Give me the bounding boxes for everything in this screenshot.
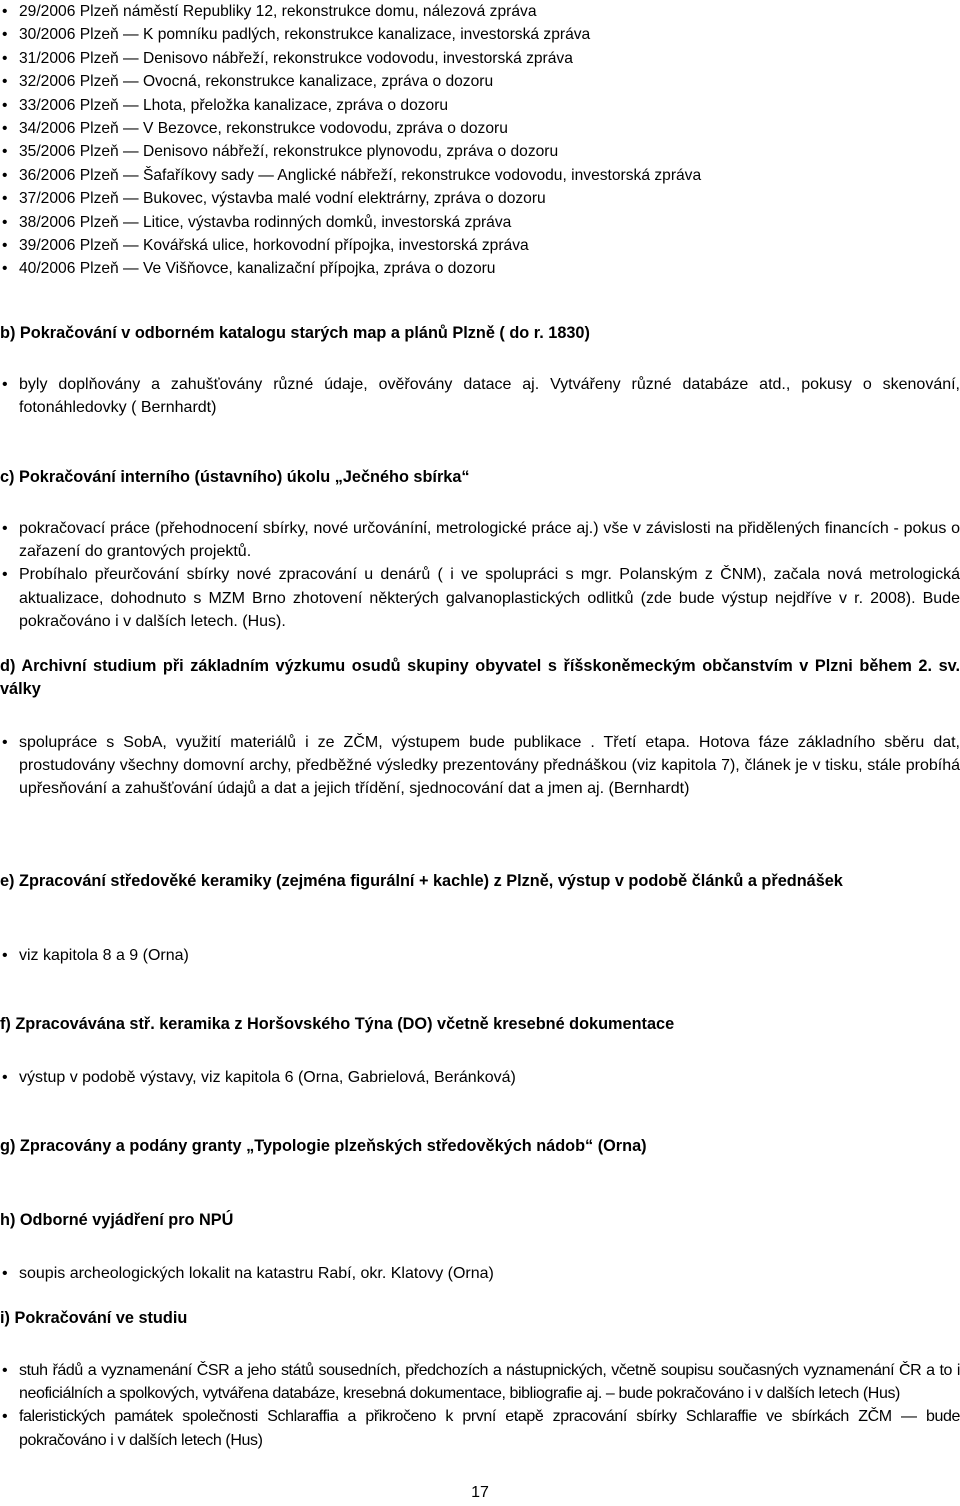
list-item: • výstup v podobě výstavy, viz kapitola 6 (Orna, Gabrielová, Beránková) [0, 1066, 960, 1089]
bullet-icon: • [2, 237, 8, 255]
bullet-icon: • [2, 49, 8, 67]
list-item: • Probíhalo přeurčování sbírky nové zpracování u denárů ( i ve spolupráci s mgr. Polanským z ČNM), začala nová metrologická aktualizace, dohodnuto s MZM Brno zhotovení některých galvanoplastických odlitků (zde bude výstup nejdříve v r. 2008). Bude pokračováno i v dalších letech. (Hus). [0, 563, 960, 633]
list-item: • 37/2006 Plzeň — Bukovec, výstavba malé vodní elektrárny, zpráva o dozoru [0, 187, 960, 210]
list-item: • stuh řádů a vyznamenání ČSR a jeho států sousedních, předchozích a nástupnických, včetně soupisu současných vyznamenání ČR a to i neoficiálních a spolkových, vytvářena databáze, kresebná dokumentace, bibliografie aj. – bude pokračováno i v dalších letech (Hus) [0, 1359, 960, 1405]
section-h-list-block [0, 1262, 960, 1285]
section-i-list [0, 1359, 960, 1452]
section-heading: g) Zpracovány a podány granty „Typologie plzeňských středověkých nádob“ (Orna) [0, 1137, 647, 1155]
bullet-icon: • [2, 947, 8, 964]
bullet-icon: • [2, 1362, 8, 1379]
bullet-icon: • [2, 260, 8, 278]
list-item: • 36/2006 Plzeň — Šafaříkovy sady — Anglické nábřeží, rekonstrukce vodovodu, investorská zpráva [0, 164, 960, 187]
section-g [0, 1135, 960, 1158]
list-item: • 31/2006 Plzeň — Denisovo nábřeží, rekonstrukce vodovodu, investorská zpráva [0, 47, 960, 70]
section-d-list [0, 731, 960, 801]
list-item: • 39/2006 Plzeň — Kovářská ulice, horkovodní přípojka, investorská zpráva [0, 234, 960, 257]
bullet-icon: • [2, 143, 8, 161]
bullet-icon: • [2, 1265, 8, 1282]
bullet-icon: • [2, 376, 8, 393]
section-heading: e) Zpracování středověké keramiky (zejména figurální + kachle) z Plzně, výstup v podobě článků a přednášek [0, 872, 843, 890]
section-b-list [0, 373, 960, 419]
bullet-icon: • [2, 1408, 8, 1426]
bullet-icon: • [2, 3, 8, 20]
bullet-icon: • [2, 213, 8, 231]
section-heading: f) Zpracovávána stř. keramika z Horšovského Týna (DO) včetně kresebné dokumentace [0, 1015, 675, 1033]
section-d [0, 655, 960, 700]
list-item: • soupis archeologických lokalit na katastru Rabí, okr. Klatovy (Orna) [0, 1262, 960, 1285]
section-f [0, 1013, 960, 1036]
bullet-icon: • [2, 73, 8, 91]
section-f-list [0, 1066, 960, 1089]
bullet-icon: • [2, 26, 8, 44]
section-c [0, 466, 960, 489]
section-heading: b) Pokračování v odborném katalogu starých map a plánů Plzně ( do r. 1830) [0, 324, 590, 342]
list-item: • faleristických památek společnosti Schlaraffia a přikročeno k první etapě zpracování sbírky Schlaraffie ve sbírkách ZČM — bude pokračováno i v dalších letech (Hus) [0, 1405, 960, 1451]
section-heading: i) Pokračování ve studiu [0, 1309, 188, 1327]
bullet-icon: • [2, 120, 8, 138]
list-item: • pokračovací práce (přehodnocení sbírky, nové určovánínί, metrologické práce aj.) vše v závislosti na přidělených financích - pokus o zařazení do grantových projektů. [0, 517, 960, 563]
list-item: • 34/2006 Plzeň — V Bezovce, rekonstrukce vodovodu, zpráva o dozoru [0, 117, 960, 140]
list-item: • viz kapitola 8 a 9 (Orna) [0, 944, 960, 967]
section-i [0, 1307, 960, 1330]
section-c-list [0, 517, 960, 633]
section-heading: d) Archivní studium při základním výzkumu osudů skupiny obyvatel s říšskoněmeckým občanstvím v Plzni během 2. sv. války [0, 657, 960, 698]
section-heading: h) Odborné vyjádření pro NPÚ [0, 1211, 234, 1229]
bullet-icon: • [2, 96, 8, 114]
page-number: 17 [471, 1484, 489, 1501]
section-e-list-block [0, 944, 960, 967]
list-item: • 33/2006 Plzeň — Lhota, přeložka kanalizace, zpráva o dozoru [0, 94, 960, 117]
bullet-icon: • [2, 166, 8, 184]
bullet-icon: • [2, 1069, 8, 1086]
bullet-icon: • [2, 566, 8, 584]
list-item: • spolupráce s SobA, využití materiálů i ze ZČM, výstupem bude publikace . Třetí etapa. Hotova fáze základního sběru dat, prostudovány všechny domovní archy, předběžné výsledky prezentovány přednáškou (viz kapitola 7), článek je v tisku, stále probíhá upřesňování a zahušťování údajů a dat a jejich třídění, sjednocování dat a jmen aj. (Bernhardt) [0, 731, 960, 801]
project-list-block [0, 0, 960, 281]
section-h [0, 1209, 960, 1232]
section-e [0, 870, 960, 893]
section-b-list-block [0, 373, 960, 419]
bullet-icon: • [2, 190, 8, 208]
section-i-list-block [0, 1359, 960, 1452]
section-heading: c) Pokračování interního (ústavního) úkolu „Ječného sbírka“ [0, 468, 470, 486]
section-b [0, 322, 960, 345]
project-list [0, 0, 960, 281]
bullet-icon: • [2, 734, 8, 751]
section-f-list-block [0, 1066, 960, 1089]
section-e-list [0, 944, 960, 967]
list-item: • 35/2006 Plzeň — Denisovo nábřeží, rekonstrukce plynovodu, zpráva o dozoru [0, 140, 960, 163]
list-item: • 32/2006 Plzeň — Ovocná, rekonstrukce kanalizace, zpráva o dozoru [0, 70, 960, 93]
section-c-list-block [0, 517, 960, 633]
list-item: • 29/2006 Plzeň náměstí Republiky 12, rekonstrukce domu, nálezová zpráva [0, 0, 960, 23]
list-item: • 38/2006 Plzeň — Litice, výstavba rodinných domků, investorská zpráva [0, 211, 960, 234]
bullet-icon: • [2, 520, 8, 537]
section-h-list [0, 1262, 960, 1285]
list-item: • 30/2006 Plzeň — K pomníku padlých, rekonstrukce kanalizace, investorská zpráva [0, 23, 960, 46]
list-item: • byly doplňovány a zahušťovány různé údaje, ověřovány datace aj. Vytvářeny různé databáze atd., pokusy o skenování, fotonáhledovky ( Bernhardt) [0, 373, 960, 419]
section-d-list-block [0, 731, 960, 801]
list-item: • 40/2006 Plzeň — Ve Višňovce, kanalizační přípojka, zpráva o dozoru [0, 257, 960, 280]
